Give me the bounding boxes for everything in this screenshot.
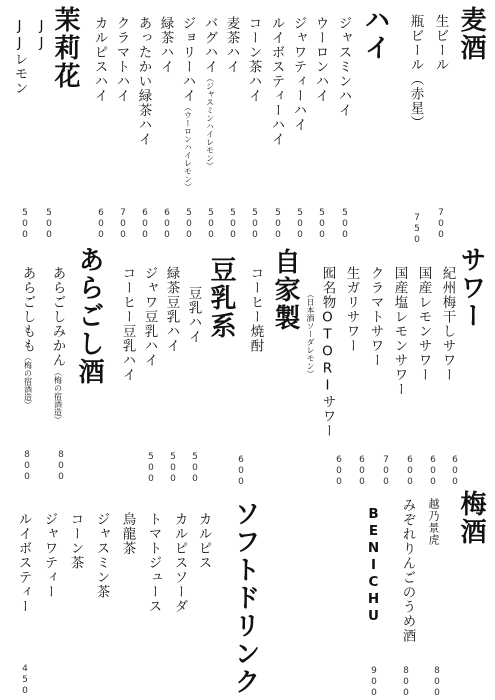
price-corn-tea-hai: 500 — [250, 208, 260, 241]
price-clamato-sour: 700 — [381, 455, 391, 488]
menu-item-aragoshi-momo — [20, 266, 34, 409]
menu-item-bottle-beer: 瓶ビール（赤星） — [407, 14, 424, 130]
menu-item-bug-hai — [202, 16, 216, 170]
menu-item-salt-lemon-sour: 国産塩レモンサワー — [391, 266, 408, 397]
menu-item-java-tea-hai: ジャワティーハイ — [290, 16, 307, 132]
section-title-sour: サワー — [456, 246, 486, 330]
price-hot-green-tea-hai: 600 — [140, 208, 150, 241]
section-title-plum: 梅酒 — [456, 490, 486, 546]
note-otori-sour: （日本酒ソーダレモン） — [306, 290, 315, 378]
menu-item-draft-beer: 生ビール — [432, 14, 449, 72]
price-aragoshi-mikan: 800 — [56, 450, 66, 483]
price-aragoshi-momo: 800 — [22, 450, 32, 483]
section-title-aragoshi: あらごし酒 — [74, 246, 104, 386]
price-lemon-sour: 600 — [428, 455, 438, 488]
menu-item-otori-sour: 囮名物OTORIサワー — [319, 266, 336, 438]
price-java-soymilk-hai: 500 — [146, 452, 156, 485]
price-green-tea-hai: 600 — [162, 208, 172, 241]
menu-item-coffee-shochu: コーヒー焼酎 — [247, 266, 264, 353]
price-koshino-kagetora: 800 — [432, 666, 442, 699]
item-name: あらごしみかん — [49, 266, 66, 368]
menu-item-clamato-hai: クラマトハイ — [113, 16, 130, 103]
price-coffee-shochu: 600 — [236, 455, 246, 488]
menu-item-jolly-hai — [180, 16, 194, 191]
price-kishu-ume-sour: 600 — [450, 455, 460, 488]
price-bug-hai: 500 — [206, 208, 216, 241]
item-note: （梅の宿酒造） — [53, 367, 63, 424]
menu-item-jasmine-hai: ジャスミンハイ — [335, 16, 352, 118]
price-jj-lemon: 500 — [20, 208, 30, 241]
menu-item-rooibos-hai: ルイボスティーハイ — [268, 16, 285, 147]
menu-item-green-tea-soymilk-hai: 緑茶豆乳ハイ — [163, 266, 180, 353]
price-calpis-hai: 600 — [96, 208, 106, 241]
menu-item-java-soymilk-hai: ジャワ豆乳ハイ — [141, 266, 158, 368]
menu-item-corn-tea: コーン茶 — [67, 512, 84, 570]
price-green-tea-soymilk-hai: 500 — [168, 452, 178, 485]
menu-item-jj: JJ — [33, 18, 50, 52]
price-softdrink: 450 — [20, 664, 30, 697]
menu-item-calpis: カルピス — [195, 512, 212, 570]
menu-item-aragoshi-mikan — [50, 266, 64, 424]
menu-item-jasmine-tea: ジャスミン茶 — [93, 512, 110, 599]
section-title-highball: ハイ — [360, 6, 390, 62]
section-title-beer: 麦酒 — [456, 6, 486, 62]
price-barley-tea-hai: 500 — [228, 208, 238, 241]
price-jasmine-hai: 500 — [340, 208, 350, 241]
item-note: （ウーロンハイレモン） — [183, 103, 193, 191]
menu-item-koshino-kagetora: 越乃景虎 — [427, 498, 440, 546]
menu-item-rooibos-tea: ルイボスティー — [15, 512, 32, 614]
menu-item-coffee-soymilk-hai: コーヒー豆乳ハイ — [119, 266, 136, 382]
item-note: （ジャスミンハイレモン） — [205, 74, 215, 170]
price-draft-beer: 700 — [436, 208, 446, 241]
price-benichu: 900 — [369, 666, 379, 699]
item-name: ジョリーハイ — [179, 16, 196, 103]
menu-item-gari-sour: 生ガリサワー — [343, 266, 360, 353]
menu-item-barley-tea-hai: 麦茶ハイ — [223, 16, 240, 74]
menu-item-kishu-ume-sour: 紀州梅干しサワー — [439, 266, 456, 382]
price-jj: 500 — [44, 208, 54, 241]
section-title-soymilk: 豆乳系 — [206, 256, 236, 340]
price-soymilk-hai: 500 — [190, 452, 200, 485]
menu-item-oolong-hai: ウーロンハイ — [312, 16, 329, 103]
price-jolly-hai: 500 — [184, 208, 194, 241]
price-mizore-ringo-umeshu: 800 — [401, 666, 411, 699]
menu-item-soymilk-hai: 豆乳ハイ — [185, 286, 202, 344]
menu-item-tomato-juice: トマトジュース — [145, 512, 162, 614]
price-java-tea-hai: 500 — [295, 208, 305, 241]
menu-item-clamato-sour: クラマトサワー — [367, 266, 384, 368]
price-clamato-hai: 700 — [118, 208, 128, 241]
price-otori-sour: 600 — [334, 455, 344, 488]
menu-item-corn-tea-hai: コーン茶ハイ — [245, 16, 262, 103]
menu-item-calpis-soda: カルピスソーダ — [171, 512, 188, 614]
price-bottle-beer: 750 — [412, 213, 422, 246]
price-oolong-hai: 500 — [317, 208, 327, 241]
menu-item-oolong-tea: 烏龍茶 — [119, 512, 136, 556]
price-rooibos-hai: 500 — [273, 208, 283, 241]
section-title-softdrink: ソフトドリンク — [230, 500, 260, 696]
menu-item-benichu: BENICHU — [365, 506, 382, 625]
menu-item-calpis-hai: カルピスハイ — [91, 16, 108, 103]
price-gari-sour: 600 — [357, 455, 367, 488]
item-name: バグハイ — [201, 16, 218, 74]
menu-item-lemon-sour: 国産レモンサワー — [415, 266, 432, 382]
section-title-homemade: 自家製 — [270, 248, 300, 332]
item-name: あらごしもも — [19, 266, 36, 353]
menu-item-mizore-ringo-umeshu: みぞれりんごのうめ酒 — [399, 498, 416, 643]
price-salt-lemon-sour: 600 — [405, 455, 415, 488]
menu-item-green-tea-hai: 緑茶ハイ — [157, 16, 174, 74]
menu-item-jj-lemon: JJレモン — [11, 18, 28, 96]
menu-item-java-tea: ジャワティー — [41, 512, 58, 599]
section-title-jasmine: 茉莉花 — [50, 6, 80, 90]
menu-item-hot-green-tea-hai: あったかい緑茶ハイ — [135, 16, 152, 147]
item-note: （梅の宿酒造） — [23, 353, 33, 409]
